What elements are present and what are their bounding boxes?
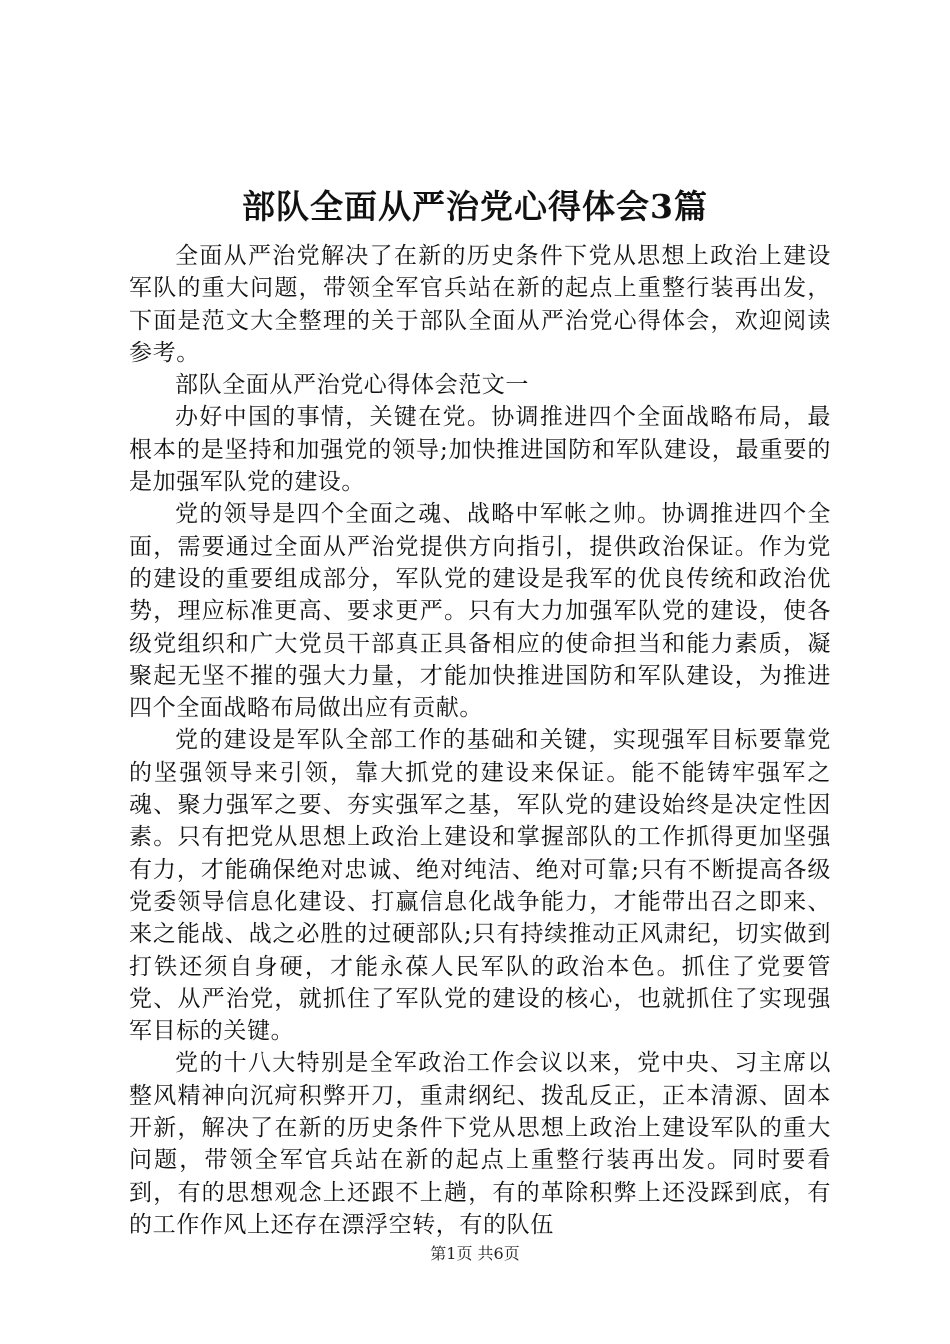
paragraph: 办好中国的事情，关键在党。协调推进四个全面战略布局，最根本的是坚持和加强党的领导;加快推进国防和军队建设，最重要的是加强军队党的建设。 — [129, 404, 831, 496]
paragraph-intro: 全面从严治党解决了在新的历史条件下党从思想上政治上建设军队的重大问题，带领全军官兵站在新的起点上重整行装再出发，下面是范文大全整理的关于部队全面从严治党心得体会，欢迎阅读参考。 — [129, 243, 831, 366]
document-title: 部队全面从严治党心得体会3篇 — [242, 187, 708, 226]
paragraph: 党的领导是四个全面之魂、战略中军帐之帅。协调推进四个全面，需要通过全面从严治党提供方向指引，提供政治保证。作为党的建设的重要组成部分，军队党的建设是我军的优良传统和政治优势，理应标准更高、要求更严。只有大力加强军队党的建设，使各级党组织和广大党员干部真正具备相应的使命担当和能力素质，凝聚起无坚不摧的强大力量，才能加快推进国防和军队建设，为推进四个全面战略布局做出应有贡献。 — [129, 501, 831, 722]
paragraph: 党的建设是军队全部工作的基础和关键，实现强军目标要靠党的坚强领导来引领，靠大抓党的建设来保证。能不能铸牢强军之魂、聚力强军之要、夯实强军之基，军队党的建设始终是决定性因素。只有把党从思想上政治上建设和掌握部队的工作抓得更加坚强有力，才能确保绝对忠诚、绝对纯洁、绝对可靠;只有不断提高各级党委领导信息化建设、打赢信息化战争能力，才能带出召之即来、来之能战、战之必胜的过硬部队;只有持续推动正风肃纪，切实做到打铁还须自身硬，才能永葆人民军队的政治本色。抓住了党要管党、从严治党，就抓住了军队党的建设的核心，也就抓住了实现强军目标的关键。 — [129, 727, 831, 1045]
paragraph: 党的十八大特别是全军政治工作会议以来，党中央、习主席以整风精神向沉疴积弊开刀，重肃纲纪、拨乱反正，正本清源、固本开新，解决了在新的历史条件下党从思想上政治上建设军队的重大问题，带领全军官兵站在新的起点上重整行装再出发。同时要看到，有的思想观念上还跟不上趟，有的革除积弊上还没踩到底，有的工作作风上还存在漂浮空转，有的队伍 — [129, 1050, 831, 1238]
page-number-footer: 第1页 共6页 — [430, 1244, 520, 1263]
section-heading: 部队全面从严治党心得体会范文一 — [175, 372, 529, 399]
document-body — [129, 240, 831, 1241]
